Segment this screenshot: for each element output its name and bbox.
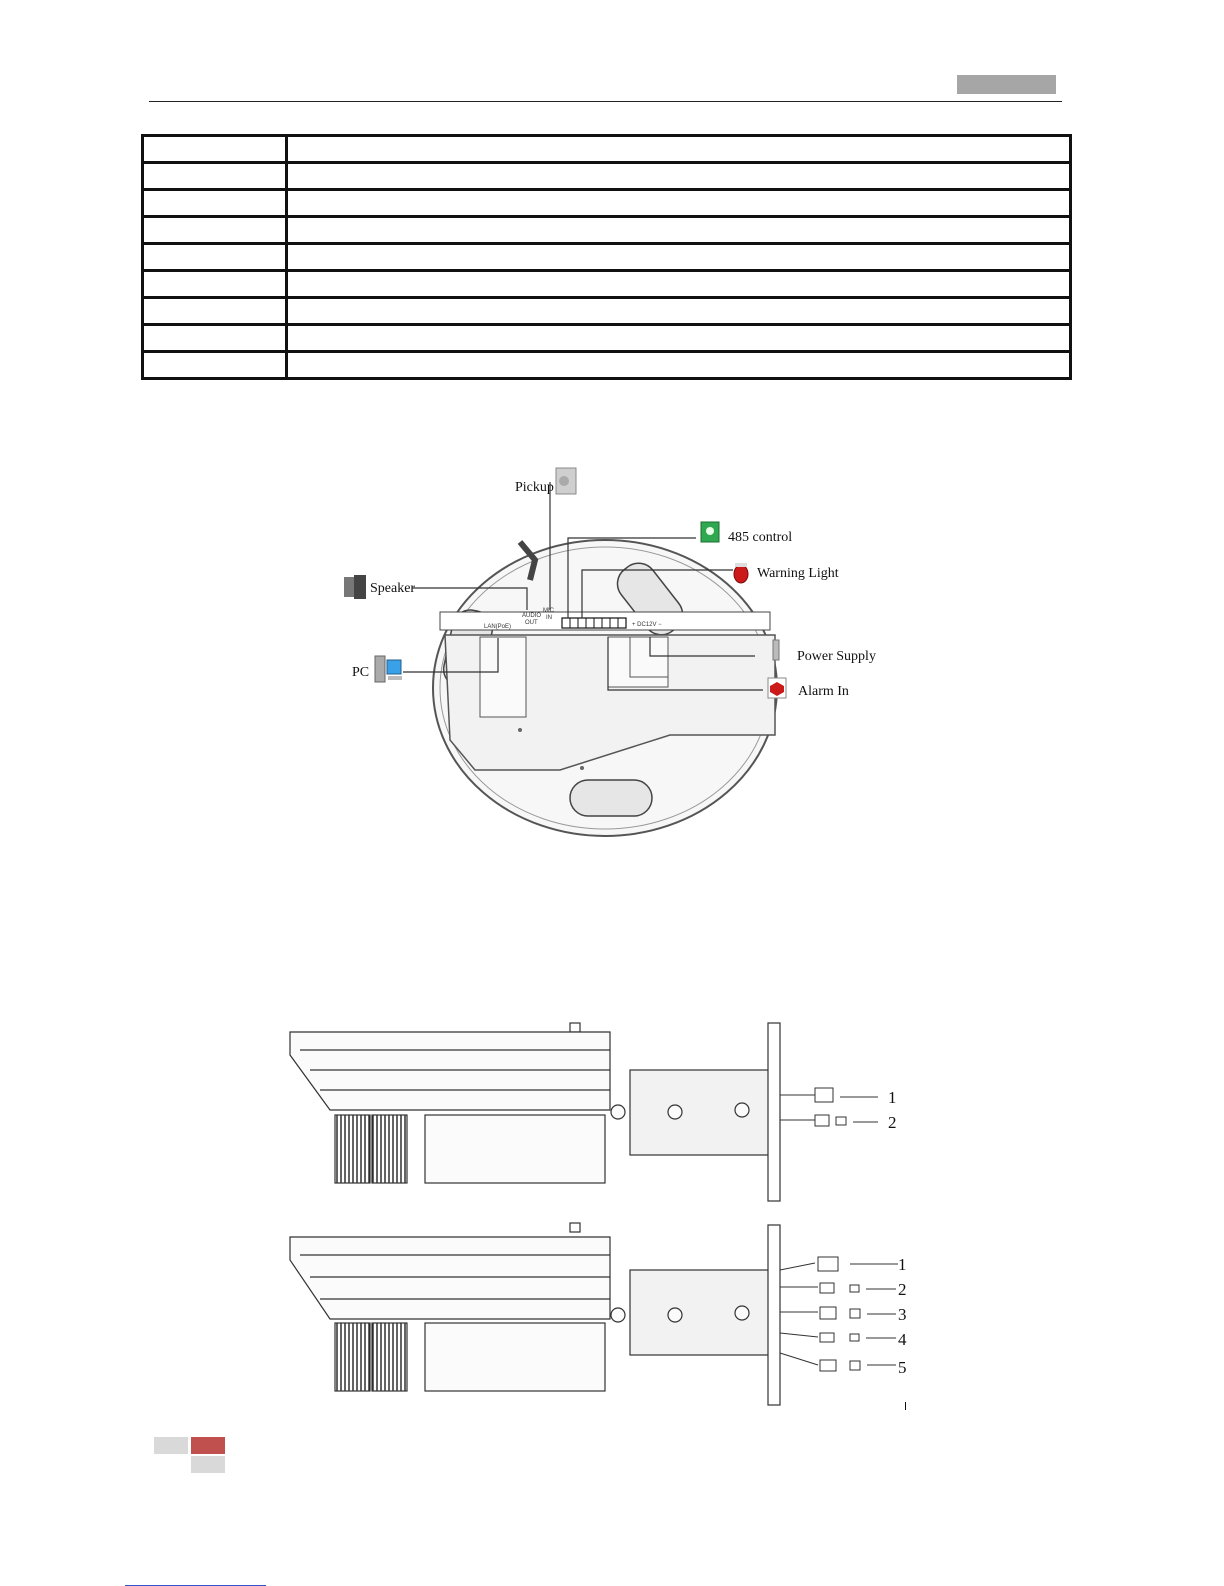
rs485-label: 485 control [728, 530, 793, 545]
bottom-number-3: 3 [898, 1305, 907, 1324]
audio-label-1: AUDIO [522, 613, 542, 619]
bottom-number-1: 1 [898, 1255, 907, 1274]
alarm-in-label: Alarm In [798, 684, 849, 699]
spec-cell-value [287, 163, 1071, 190]
warning-light-icon [734, 563, 748, 583]
header-badge [957, 75, 1056, 94]
pc-label: PC [352, 665, 370, 680]
page-tick [905, 1402, 906, 1410]
spec-cell-label [143, 190, 287, 217]
top-number-1: 1 [888, 1088, 897, 1107]
bottom-number-5: 5 [898, 1358, 907, 1377]
spec-cell-value [287, 136, 1071, 163]
spec-cell-label [143, 217, 287, 244]
spec-cell-label [143, 163, 287, 190]
speaker-label: Speaker [370, 581, 416, 596]
spec-cell-label [143, 271, 287, 298]
spec-row [143, 325, 1071, 352]
spec-table [141, 134, 1072, 380]
speaker-icon [344, 575, 366, 599]
spec-row [143, 136, 1071, 163]
top-cable-1 [780, 1088, 878, 1102]
header-rule [149, 101, 1062, 102]
spec-row [143, 190, 1071, 217]
spec-row [143, 217, 1071, 244]
spec-cell-value [287, 217, 1071, 244]
footer-block-gray-2 [191, 1456, 225, 1473]
spec-cell-value [287, 298, 1071, 325]
pickup-label: Pickup [515, 480, 554, 495]
bottom-cable-5 [780, 1353, 896, 1371]
spec-cell-label [143, 244, 287, 271]
power-supply-label: Power Supply [797, 649, 876, 664]
spec-row [143, 352, 1071, 379]
mount-hole-bottom [570, 780, 652, 816]
lan-label: LAN(PoE) [484, 624, 512, 630]
microphone-icon [556, 468, 576, 494]
shield-485-icon [701, 522, 719, 542]
camera-side-views [280, 1015, 920, 1415]
wiring-diagram [330, 460, 890, 850]
spec-cell-label [143, 298, 287, 325]
camera-bottom [290, 1223, 780, 1405]
power-supply-icon [773, 640, 779, 660]
terminal-strip [562, 618, 626, 628]
audio-label-2: OUT [525, 620, 538, 626]
top-cable-2 [780, 1115, 878, 1126]
spec-cell-value [287, 244, 1071, 271]
bottom-cable-1 [780, 1257, 898, 1271]
spec-row [143, 271, 1071, 298]
footer-block-gray [154, 1437, 188, 1454]
bottom-cable-3 [780, 1307, 896, 1319]
bottom-cable-2 [780, 1283, 896, 1293]
spec-row [143, 244, 1071, 271]
spec-cell-value [287, 190, 1071, 217]
warning-light-label: Warning Light [757, 566, 839, 581]
mic-label-2: IN [546, 615, 552, 621]
footer-block-accent [191, 1437, 225, 1454]
spec-cell-value [287, 325, 1071, 352]
mic-label-1: MIC [543, 608, 554, 614]
bottom-cable-4 [780, 1333, 896, 1342]
bottom-number-2: 2 [898, 1280, 907, 1299]
spec-row [143, 163, 1071, 190]
spec-cell-value [287, 352, 1071, 379]
spec-cell-label [143, 352, 287, 379]
bottom-number-4: 4 [898, 1330, 907, 1349]
pc-icon [375, 656, 402, 682]
camera-top [290, 1023, 780, 1201]
spec-cell-label [143, 325, 287, 352]
top-number-2: 2 [888, 1113, 897, 1132]
spec-cell-label [143, 136, 287, 163]
spec-row [143, 298, 1071, 325]
spec-cell-value [287, 271, 1071, 298]
alarm-icon [768, 678, 786, 698]
dc-label: + DC12V − [632, 622, 662, 628]
